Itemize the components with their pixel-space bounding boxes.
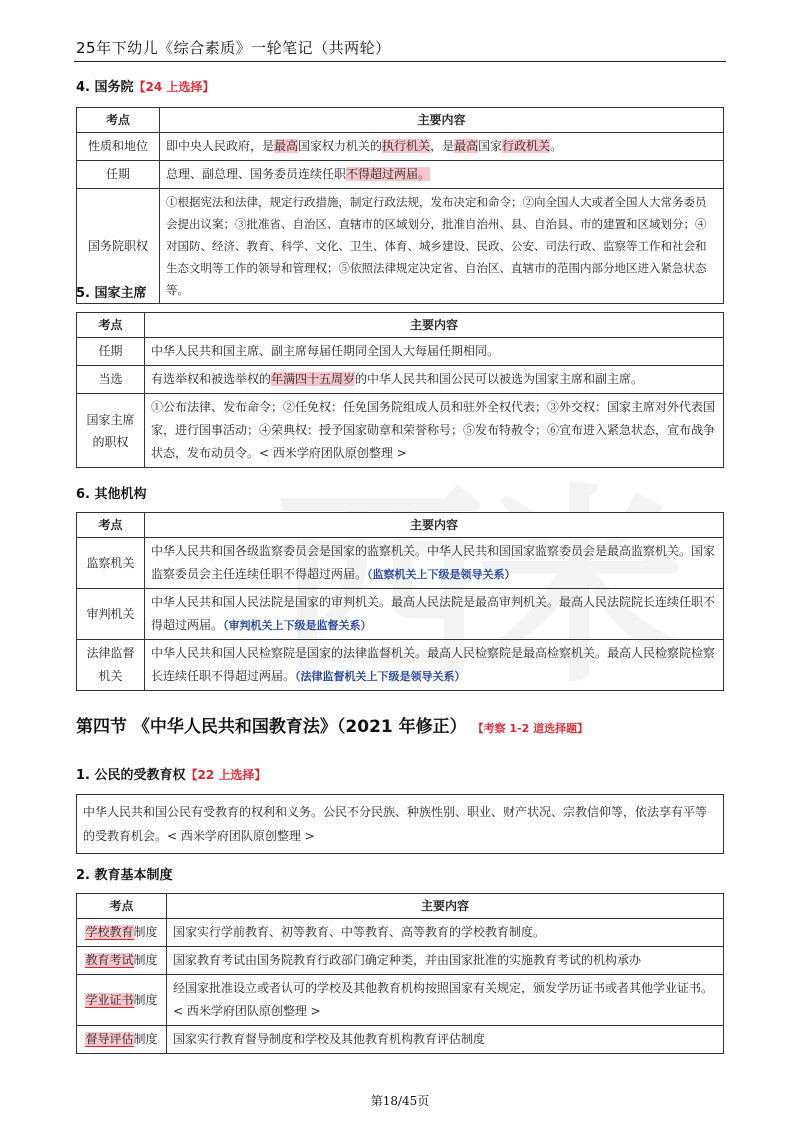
row-value: 国家实行学前教育、初等教育、中等教育、高等教育的学校教育制度。: [167, 919, 724, 947]
table-row: [77, 366, 724, 394]
section-heading-text: 1. 公民的受教育权: [76, 768, 186, 783]
page-number: 第18/45页: [370, 1094, 430, 1108]
exam-tag: 【24 上选择】: [133, 80, 215, 94]
table-row: [77, 338, 724, 366]
row-key: 任期: [77, 338, 145, 366]
col-header-content: 主要内容: [145, 313, 724, 338]
section-heading-text: 4. 国务院: [76, 80, 134, 95]
row-key: 性质和地位: [77, 133, 160, 161]
section-heading-text: 5. 国家主席: [76, 286, 147, 301]
row-key: 学校教育制度: [77, 919, 167, 947]
row-key: 教育考试制度: [77, 947, 167, 975]
row-key: 国务院职权: [77, 189, 160, 304]
table-header-row: [77, 513, 724, 538]
chapter-title-text: 第四节 《中华人民共和国教育法》（2021 年修正）: [76, 717, 467, 737]
col-header-point: 考点: [77, 894, 167, 919]
exam-tag: 【考察 1-2 道选择题】: [472, 722, 589, 735]
row-value: 国家教育考试由国务院教育行政部门确定种类，并由国家批准的实施教育考试的机构承办: [167, 947, 724, 975]
table-row: [77, 947, 724, 975]
table-row: [77, 919, 724, 947]
row-value: 经国家批准设立或者认可的学校及其他教育机构按照国家有关规定，颁发学历证书或者其他学业证书。< 西米学府团队原创整理 >: [167, 975, 724, 1026]
table-row: [77, 161, 724, 189]
section-heading-text: 2. 教育基本制度: [76, 868, 173, 883]
other-organs-table: [76, 512, 724, 691]
row-key: 督导评估制度: [77, 1026, 167, 1054]
col-header-point: 考点: [77, 513, 145, 538]
table-row: [77, 640, 724, 691]
row-key: 任期: [77, 161, 160, 189]
table-row: [77, 589, 724, 640]
table-header-row: [77, 894, 724, 919]
exam-tag: 【22 上选择】: [185, 768, 267, 782]
table-row: [77, 189, 724, 304]
row-key: 审判机关: [77, 589, 145, 640]
row-key: 国家主席的职权: [77, 394, 145, 468]
section-heading-other-organs: [76, 483, 147, 502]
section-heading-education-system: [76, 864, 173, 883]
row-value: 中华人民共和国主席、副主席每届任期同全国人大每届任期相同。: [145, 338, 724, 366]
row-value: 中华人民共和国人民法院是国家的审判机关。最高人民法院是最高审判机关。最高人民法院院长连续任职不得超过两届。（审判机关上下级是监督关系）: [145, 589, 724, 640]
section-heading-text: 6. 其他机构: [76, 487, 147, 502]
president-table: [76, 312, 724, 468]
table-row: [77, 1026, 724, 1054]
document-header-title: 25年下幼儿《综合素质》一轮笔记（共两轮）: [76, 39, 391, 57]
row-value: 有选举权和被选举权的年满四十五周岁的中华人民共和国公民可以被选为国家主席和副主席。: [145, 366, 724, 394]
table-row: [77, 394, 724, 468]
section-heading-state-council: [76, 76, 214, 95]
row-key: 学业证书制度: [77, 975, 167, 1026]
row-value: 即中央人民政府，是最高国家权力机关的执行机关，是最高国家行政机关。: [160, 133, 724, 161]
row-value: ①根据宪法和法律，规定行政措施，制定行政法规，发布决定和命令；②向全国人大或者全国人大常务委员会提出议案；③批准省、自治区、直辖市的区域划分，批准自治州、县、自治县、市的建置和区域划分；④对国防、经济、教育、科学、文化、卫生、体育、城乡建设、民政、公安、司法行政、监察等工作和社会和生态文明等工作的领导和管理权；⑤依照法律规定决定省、自治区、直辖市的范围内部分地区进入紧急状态等。: [160, 189, 724, 304]
row-key: 法律监督机关: [77, 640, 145, 691]
page-footer: [0, 1092, 800, 1109]
col-header-content: 主要内容: [145, 513, 724, 538]
row-value: ①公布法律、发布命令；②任免权：任免国务院组成人员和驻外全权代表；③外交权：国家主席对外代表国家，进行国事活动；④荣典权：授予国家勋章和荣誉称号；⑤发布特赦令；⑥宣布进入紧急状态，宣布战争状态，发布动员令。< 西米学府团队原创整理 >: [145, 394, 724, 468]
table-header-row: [77, 108, 724, 133]
section-heading-education-right: [76, 764, 266, 783]
table-row: [77, 538, 724, 589]
col-header-content: 主要内容: [167, 894, 724, 919]
row-key: 监察机关: [77, 538, 145, 589]
table-header-row: [77, 313, 724, 338]
row-value: 中华人民共和国人民检察院是国家的法律监督机关。最高人民检察院是最高检察机关。最高人民检察院检察长连续任职不得超过两届。（法律监督机关上下级是领导关系）: [145, 640, 724, 691]
education-right-box: 中华人民共和国公民有受教育的权利和义务。公民不分民族、种族性别、职业、财产状况、宗教信仰等，依法享有平等的受教育机会。< 西米学府团队原创整理 >: [76, 794, 724, 854]
row-value: 总理、副总理、国务委员连续任职不得超过两届。: [160, 161, 724, 189]
education-system-table: [76, 893, 724, 1054]
table-row: [77, 975, 724, 1026]
header-divider: [74, 61, 726, 62]
col-header-point: 考点: [77, 313, 145, 338]
relation-note: （审判机关上下级是监督关系）: [223, 619, 372, 632]
row-value: 国家实行教育督导制度和学校及其他教育机构教育评估制度: [167, 1026, 724, 1054]
section-heading-president: [76, 282, 147, 301]
col-header-content: 主要内容: [160, 108, 724, 133]
row-key: 当选: [77, 366, 145, 394]
table-row: [77, 133, 724, 161]
col-header-point: 考点: [77, 108, 160, 133]
chapter-title: [76, 712, 588, 737]
row-value: 中华人民共和国各级监察委员会是国家的监察机关。中华人民共和国国家监察委员会是最高监察机关。国家监察委员会主任连续任职不得超过两届。（监察机关上下级是领导关系）: [145, 538, 724, 589]
state-council-table: [76, 107, 724, 304]
relation-note: （法律监督机关上下级是领导关系）: [295, 670, 466, 683]
relation-note: （监察机关上下级是领导关系）: [367, 568, 516, 581]
